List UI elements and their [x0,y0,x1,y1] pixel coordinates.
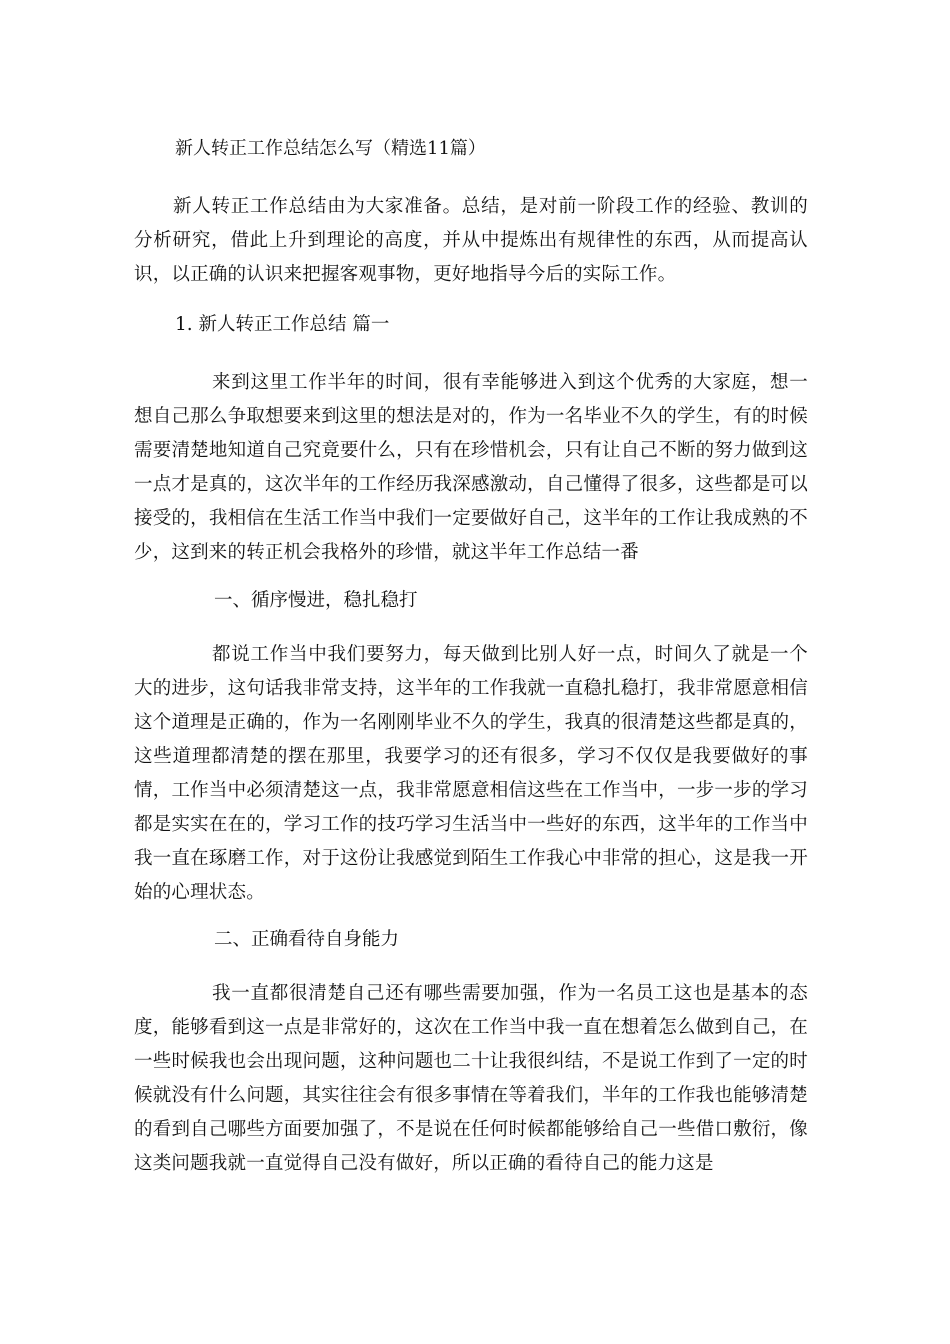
section-1-paragraph: 来到这里工作半年的时间，很有幸能够进入到这个优秀的大家庭，想一想自己那么争取想要来到这里的想法是对的，作为一名毕业不久的学生，有的时候需要清楚地知道自己究竟要什么，只有在珍惜机会，只有让自己不断的努力做到这一点才是真的，这次半年的工作经历我深感激动，自己懂得了很多，这些都是可以接受的，我相信在生活工作当中我们一定要做好自己，这半年的工作让我成熟的不少，这到来的转正机会我格外的珍惜，就这半年工作总结一番 [134,372,808,563]
document-title: 新人转正工作总结怎么写（精选11篇） [175,138,486,159]
section-1-paragraph-block [134,366,808,570]
subsection-1-paragraph: 都说工作当中我们要努力，每天做到比别人好一点，时间久了就是一个大的进步，这句话我非常支持，这半年的工作我就一直稳扎稳打，我非常愿意相信这个道理是正确的，作为一名刚刚毕业不久的学生，我真的很清楚这些都是真的，这些道理都清楚的摆在那里，我要学习的还有很多，学习不仅仅是我要做好的事情，工作当中必须清楚这一点，我非常愿意相信这些在工作当中，一步一步的学习都是实实在在的，学习工作的技巧学习生活当中一些好的东西，这半年的工作当中我一直在琢磨工作，对于这份让我感觉到陌生工作我心中非常的担心，这是我一开始的心理状态。 [134,644,808,903]
subsection-2-paragraph-block [134,977,808,1181]
intro-paragraph: 新人转正工作总结由为大家准备。总结，是对前一阶段工作的经验、教训的分析研究，借此上升到理论的高度，并从中提炼出有规律性的东西，从而提高认识，以正确的认识来把握客观事物，更好地指导今后的实际工作。 [134,196,808,285]
subsection-1-paragraph-block [134,638,808,910]
intro-paragraph-block [134,190,808,292]
subheading-2: 二、正确看待自身能力 [214,929,400,950]
document-page [134,0,808,1344]
subsection-2-paragraph: 我一直都很清楚自己还有哪些需要加强，作为一名员工这也是基本的态度，能够看到这一点是非常好的，这次在工作当中我一直在想着怎么做到自己，在一些时候我也会出现问题，这种问题也二十让我很纠结，不是说工作到了一定的时候就没有什么问题，其实往往会有很多事情在等着我们，半年的工作我也能够清楚的看到自己哪些方面要加强了，不是说在任何时候都能够给自己一些借口敷衍，像这类问题我就一直觉得自己没有做好，所以正确的看待自己的能力这是 [134,983,808,1174]
section-1-heading: 1. 新人转正工作总结 篇一 [175,314,390,335]
subheading-1: 一、循序慢进，稳扎稳打 [214,590,418,611]
